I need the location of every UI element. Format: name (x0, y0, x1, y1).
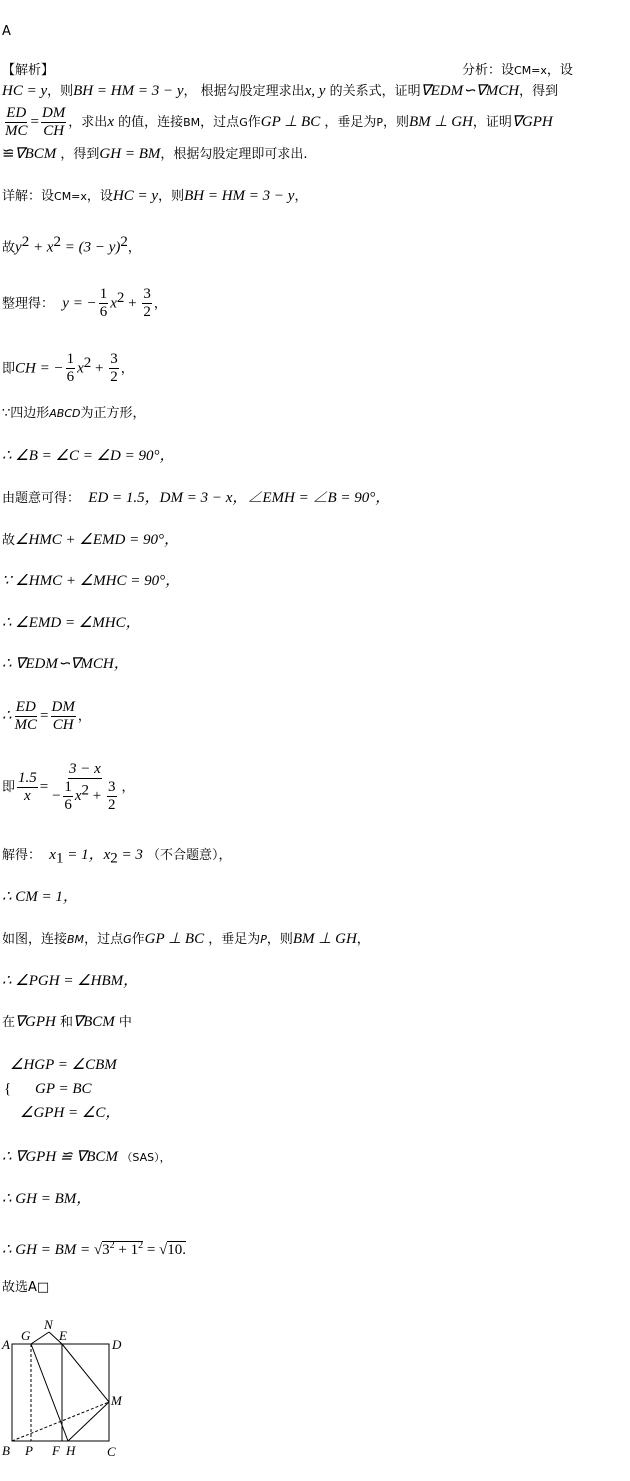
fenxi-cm: CM=x (514, 64, 547, 77)
math: x (110, 295, 117, 312)
text: P (376, 116, 383, 129)
exp: 2 (53, 234, 61, 250)
step-result (2, 1236, 186, 1261)
text: ，垂足为 (204, 932, 261, 947)
math: HC = y (2, 83, 48, 99)
step-cm-value: ∴ CM = 1， (2, 889, 78, 905)
label-g: G (21, 1328, 31, 1343)
label-m: M (111, 1393, 122, 1408)
fraction-1-6 (63, 779, 73, 814)
numerator: 3 − x (68, 761, 101, 777)
numerator: 3 (108, 779, 116, 795)
text: ABCD (49, 407, 81, 420)
math: ∇BCM (14, 146, 57, 162)
step-square (2, 404, 146, 424)
text: CM=x (54, 190, 87, 203)
numerator: 1.5 (18, 770, 37, 786)
text: ， (77, 709, 91, 724)
equals: = (39, 779, 49, 795)
final-choice: 故选A□ (2, 1280, 50, 1295)
text: ， (356, 932, 370, 947)
fenxi-label: 分析：设 (462, 63, 515, 78)
math: = 1， (63, 847, 104, 863)
subscript: 2 (110, 850, 118, 867)
numerator: ED (15, 699, 36, 715)
fraction-ed-mc (4, 105, 29, 140)
text: ， (121, 780, 135, 795)
math: 3 (102, 1242, 110, 1258)
math: CH = − (15, 360, 64, 377)
numerator: DM (51, 699, 75, 715)
text: ，求出 (68, 115, 108, 130)
math: ∇EDM∽∇MCH (420, 83, 520, 99)
denominator: 2 (110, 369, 118, 386)
math: = (3 − y) (60, 239, 121, 256)
text: ， 根据勾股定理求出 (183, 84, 305, 99)
label-p: P (25, 1443, 33, 1458)
step-gh-bm: ∴ GH = BM， (2, 1191, 92, 1207)
math: y (15, 239, 22, 256)
segment-em (62, 1344, 109, 1402)
text: ，垂足为 (320, 115, 377, 130)
fraction-3-2 (107, 779, 117, 814)
analysis-title: 【解析】 (2, 63, 55, 78)
text: ，则 (266, 932, 293, 947)
label-h: H (66, 1443, 76, 1458)
math: + (91, 360, 108, 377)
math: GP ⊥ BC (144, 931, 205, 947)
sqrt-sign: √ (93, 1242, 103, 1258)
math: = (143, 1242, 160, 1258)
math: x (49, 847, 56, 863)
fraction-ed-mc (14, 699, 39, 734)
analysis-line-2 (2, 81, 558, 102)
geometry-figure (0, 1318, 140, 1468)
step-given (2, 488, 390, 509)
exp: 2 (21, 234, 30, 250)
text: BM (183, 116, 201, 129)
fraction-1-6 (99, 286, 109, 321)
math: ED = 1.5，DM = 3 − x，∠EMH = ∠B = 90°， (88, 490, 391, 506)
math: x, y (304, 83, 326, 99)
fraction-dm-ch (41, 105, 66, 140)
denominator: CH (43, 123, 65, 139)
math: GP ⊥ BC (260, 114, 321, 130)
text: ， (120, 361, 134, 377)
text: 的值，连接 (113, 115, 184, 130)
step-substitute (2, 757, 135, 818)
math: ≌ ∇BCM (56, 1149, 118, 1165)
detail-line-1 (2, 186, 307, 207)
brace-line-2: GP = BC (35, 1081, 92, 1097)
brace-symbol: { (4, 1081, 12, 1097)
text: 故 (2, 240, 16, 256)
numerator: ED (6, 105, 27, 121)
text: 解得： (2, 848, 42, 863)
subscript: 1 (55, 850, 64, 867)
math: + 1 (114, 1242, 139, 1258)
text: ， (127, 240, 141, 256)
text: 的关系式，证明 (325, 84, 421, 99)
brace-line-1: ∠HGP = ∠CBM (10, 1057, 117, 1073)
exp: 2 (120, 234, 128, 250)
label-f: F (52, 1443, 60, 1458)
text: ，则 (47, 84, 74, 99)
step-triangles (2, 1012, 132, 1033)
answer-letter: A (2, 24, 11, 39)
text: 中 (114, 1015, 132, 1030)
label-e: E (59, 1328, 67, 1343)
text: 即 (2, 780, 16, 795)
denominator: − $\frac{1}{6}$ $x^2$ + $\frac{3}{2}$ (51, 779, 116, 813)
numerator: 3 (110, 351, 118, 368)
text: G (239, 116, 248, 129)
text: ， (294, 189, 308, 204)
text: 详解：设 (2, 189, 55, 204)
numerator: 3 (143, 286, 151, 303)
text: 即 (2, 361, 16, 377)
fraction-1-6 (66, 351, 76, 386)
text: 在 (2, 1015, 16, 1030)
math: = 3 (117, 847, 143, 863)
math: BH = HM = 3 − y (184, 188, 295, 204)
step-angles: ∴ ∠B = ∠C = ∠D = 90°， (2, 448, 175, 464)
text: ，根据勾股定理即可求出. (160, 147, 308, 162)
step-ratio (2, 696, 91, 737)
math: BH = HM = 3 − y (73, 83, 184, 99)
math: ∇GPH (15, 1014, 56, 1030)
text: G (123, 933, 132, 946)
math: ∴ GH = BM = (2, 1242, 94, 1258)
fraction-1.5-x (17, 770, 38, 805)
text: ，得到 (56, 147, 100, 162)
step-construct (2, 929, 370, 950)
denominator: x (24, 788, 31, 804)
math: x (77, 360, 84, 377)
step-sum-2: ∵ ∠HMC + ∠MHC = 90°， (2, 573, 181, 589)
exp: 2 (138, 1240, 144, 1251)
segment-mh (68, 1402, 109, 1441)
text: ，得到 (519, 84, 559, 99)
denominator: MC (5, 123, 28, 139)
math: BM ⊥ GH (409, 114, 473, 130)
step-solve (2, 845, 232, 869)
text: BM (67, 933, 85, 946)
text: 和 (55, 1015, 74, 1030)
denominator: 2 (108, 797, 116, 813)
step-pgh: ∴ ∠PGH = ∠HBM， (2, 973, 139, 989)
label-n: N (44, 1318, 53, 1332)
text: ∵四边形 (2, 406, 50, 421)
math: y = − (62, 295, 97, 312)
denominator: CH (52, 717, 74, 733)
analysis-title-line (2, 61, 54, 81)
analysis-line-3 (2, 103, 553, 142)
exp: 2 (116, 290, 125, 306)
fraction-complex (50, 761, 119, 814)
numerator: 1 (64, 779, 72, 795)
numerator: DM (41, 105, 66, 121)
fraction-3-2 (142, 286, 152, 321)
text: ，则 (158, 189, 185, 204)
denominator: 2 (143, 304, 151, 321)
text: 如图，连接 (2, 932, 68, 947)
label-a: A (2, 1337, 10, 1352)
math: x (103, 847, 111, 863)
fenxi-she: ，设 (546, 63, 573, 78)
label-b: B (2, 1443, 10, 1458)
denominator: 6 (64, 797, 72, 813)
text: ，过点 (84, 932, 124, 947)
math: 10. (167, 1242, 187, 1258)
text: ， (153, 296, 167, 312)
step-congruent (2, 1147, 171, 1168)
denominator: 6 (66, 369, 75, 386)
math: ∇GPH (511, 114, 553, 130)
equation-simplified (2, 278, 167, 324)
math: x (74, 788, 82, 804)
math: + (124, 295, 141, 312)
math: HC = y (112, 188, 159, 204)
text: 作 (247, 115, 261, 130)
denominator: 6 (99, 304, 108, 321)
analysis-line-4 (2, 144, 308, 165)
equation-pythagoras (2, 232, 141, 258)
math: + x (29, 239, 54, 256)
math: ∇BCM (73, 1014, 115, 1030)
math: x (107, 114, 114, 130)
text: ，过点 (200, 115, 240, 130)
text: P (260, 933, 267, 946)
math: BM ⊥ GH (292, 931, 357, 947)
text: ，则 (382, 115, 409, 130)
exp: 2 (81, 782, 90, 799)
congruent: ≌ (2, 146, 15, 162)
equals: = (30, 114, 39, 130)
step-similar: ∴ ∇EDM∽∇MCH， (2, 656, 129, 672)
text: 由题意可得： (2, 491, 81, 506)
text: （不合题意）， (142, 848, 232, 863)
text: ，设 (86, 189, 113, 204)
text: （SAS）， (117, 1151, 171, 1164)
analysis-fenxi (462, 61, 573, 81)
numerator: 1 (66, 351, 75, 368)
math: ∴ (2, 708, 12, 724)
segment-gn (31, 1332, 49, 1344)
text: 作 (131, 932, 145, 947)
fraction-dm-ch (51, 699, 76, 734)
equation-ch (2, 343, 134, 389)
text: 为正方形， (80, 406, 146, 421)
math: ∠HMC + ∠EMD = 90°， (15, 532, 179, 548)
fraction-3-2 (109, 351, 119, 386)
numerator: 1 (99, 286, 108, 303)
segment-bm (12, 1402, 109, 1441)
label-d: D (112, 1337, 122, 1352)
text: 整理得： (2, 296, 55, 312)
math: + (89, 788, 105, 804)
math: ∴ ∇GPH (2, 1149, 57, 1165)
denominator: MC (14, 717, 38, 733)
text: 故 (2, 533, 16, 548)
sqrt-body (102, 1241, 143, 1258)
brace-line-3: ∠GPH = ∠C， (20, 1105, 121, 1121)
step-equal-angle: ∴ ∠EMD = ∠MHC， (2, 615, 141, 631)
square-abcd (12, 1344, 109, 1441)
step-sum-1 (2, 530, 179, 551)
text: ，证明 (472, 115, 512, 130)
label-c: C (107, 1444, 116, 1459)
math: GH = BM (99, 146, 161, 162)
sqrt-sign: √ (159, 1242, 168, 1258)
exp: 2 (83, 355, 92, 371)
exp: 2 (109, 1240, 115, 1251)
equals: = (40, 708, 49, 724)
